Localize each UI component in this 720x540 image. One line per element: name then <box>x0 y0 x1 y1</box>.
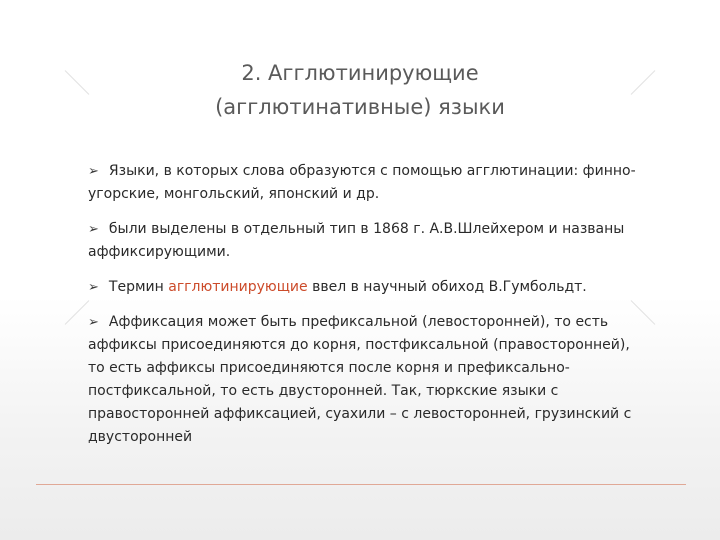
corner-mark <box>65 300 90 325</box>
accent-term: агглютинирующие <box>168 279 308 295</box>
arrow-bullet-icon: ➢ <box>88 280 99 295</box>
bullet-text: Аффиксация может быть префиксальной (левосторонней), то есть аффиксы присоединяются до корня, постфиксальной (правосторонней), то есть аффиксы присоединяются после корня и префиксально-постфиксальной, то есть двусторонней. Так, тюркские языки с правосторонней аффиксацией, суахили – с левосторонней, грузинский с двусторонней <box>88 314 632 445</box>
title-line-2: (агглютинативные) языки <box>215 95 505 119</box>
bullet-item <box>88 276 648 299</box>
bullet-text-pre: Термин <box>108 279 169 295</box>
bullet-item <box>88 218 648 264</box>
bullet-item <box>88 160 648 206</box>
bullet-item <box>88 311 648 449</box>
bullet-text-post: ввел в научный обиход В.Гумбольдт. <box>307 279 587 295</box>
slide-title <box>100 56 620 124</box>
arrow-bullet-icon: ➢ <box>88 164 99 179</box>
arrow-bullet-icon: ➢ <box>88 222 99 237</box>
title-line-1: 2. Агглютинирующие <box>241 61 479 85</box>
arrow-bullet-icon: ➢ <box>88 315 99 330</box>
bottom-divider <box>36 484 686 485</box>
bullet-text: Языки, в которых слова образуются с помощью агглютинации: финно-угорские, монгольский, японский и др. <box>88 163 636 202</box>
corner-mark <box>631 70 656 95</box>
bullet-list <box>88 160 648 461</box>
corner-mark <box>65 70 90 95</box>
bullet-text: были выделены в отдельный тип в 1868 г. А.В.Шлейхером и названы аффиксирующими. <box>88 221 625 260</box>
